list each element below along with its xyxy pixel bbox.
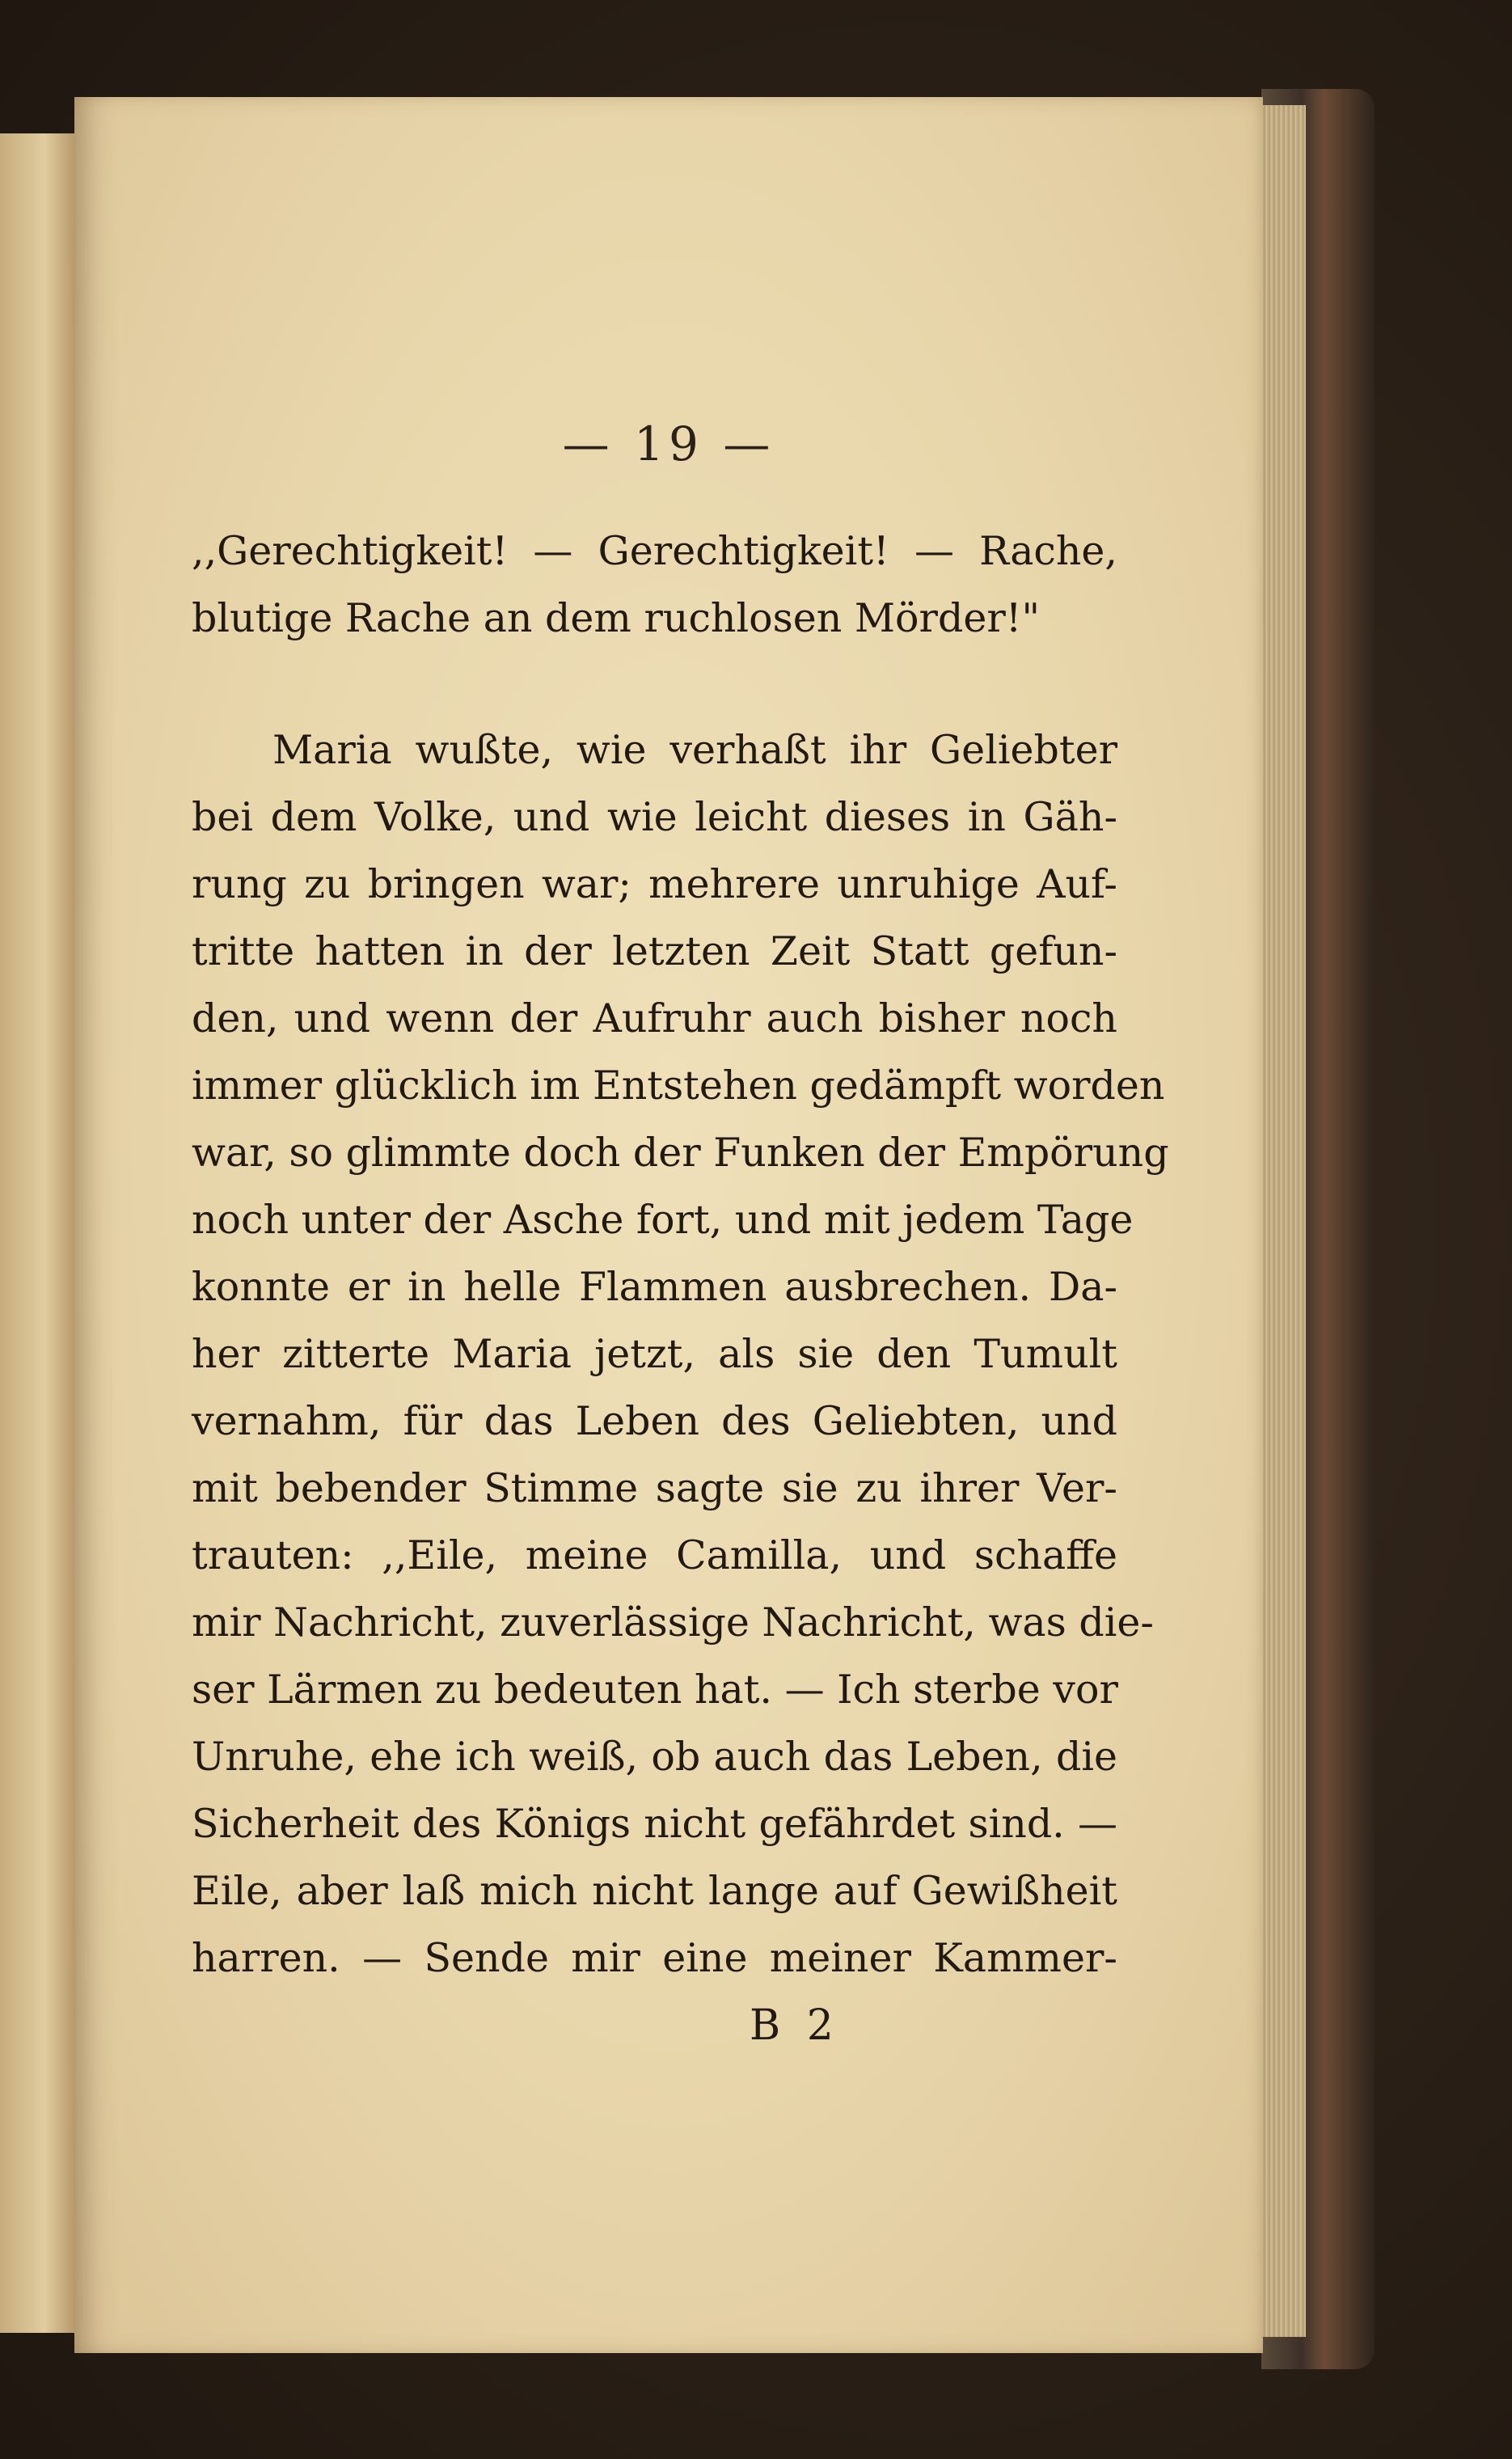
body-text (192, 518, 1169, 1992)
text-line: immer glücklich im Entstehen gedämpft worden (192, 1063, 1165, 1109)
book-page (74, 97, 1263, 2353)
text-line: her zitterte Maria jetzt, als sie den Tumult (192, 1331, 1117, 1377)
text-line: Sicherheit des Königs nicht gefährdet sind. — (192, 1801, 1117, 1847)
text-line: harren. — Sende mir eine meiner Kammer- (192, 1935, 1117, 1981)
text-line: trauten: ,,Eile, meine Camilla, und schaffe (192, 1532, 1117, 1578)
text-line: ,,Gerechtigkeit! — Gerechtigkeit! — Rache, (192, 528, 1117, 574)
text-line: vernahm, für das Leben des Geliebten, und (192, 1398, 1117, 1444)
text-line: tritte hatten in der letzten Zeit Statt gefun- (192, 928, 1117, 974)
text-line: konnte er in helle Flammen ausbrechen. Da- (192, 1264, 1117, 1310)
facing-page-sliver (0, 133, 74, 2333)
paragraph-narrative (192, 716, 1169, 1992)
text-line: mir Nachricht, zuverlässige Nachricht, was die- (192, 1599, 1154, 1646)
page-number: — 19 — (562, 416, 775, 471)
text-line: noch unter der Asche fort, und mit jedem Tage (192, 1197, 1134, 1243)
text-line: den, und wenn der Aufruhr auch bisher noch (192, 995, 1117, 1041)
text-line: rung zu bringen war; mehrere unruhige Auf- (192, 861, 1117, 907)
text-line: Unruhe, ehe ich weiß, ob auch das Leben, die (192, 1734, 1117, 1780)
text-line: Maria wußte, wie verhaßt ihr Geliebter (272, 727, 1117, 773)
text-line: ser Lärmen zu bedeuten hat. — Ich sterbe vor (192, 1667, 1118, 1713)
signature-mark: B 2 (750, 2001, 840, 2050)
text-line: war, so glimmte doch der Funken der Empörung (192, 1130, 1169, 1176)
text-line: blutige Rache an dem ruchlosen Mörder!" (192, 595, 1041, 641)
text-line: bei dem Volke, und wie leicht dieses in Gäh- (192, 794, 1117, 840)
paragraph-quote (192, 518, 1117, 652)
text-line: Eile, aber laß mich nicht lange auf Gewißheit (192, 1868, 1117, 1914)
text-line: mit bebender Stimme sagte sie zu ihrer Ver- (192, 1465, 1117, 1511)
page-stack-edge (1257, 105, 1306, 2337)
